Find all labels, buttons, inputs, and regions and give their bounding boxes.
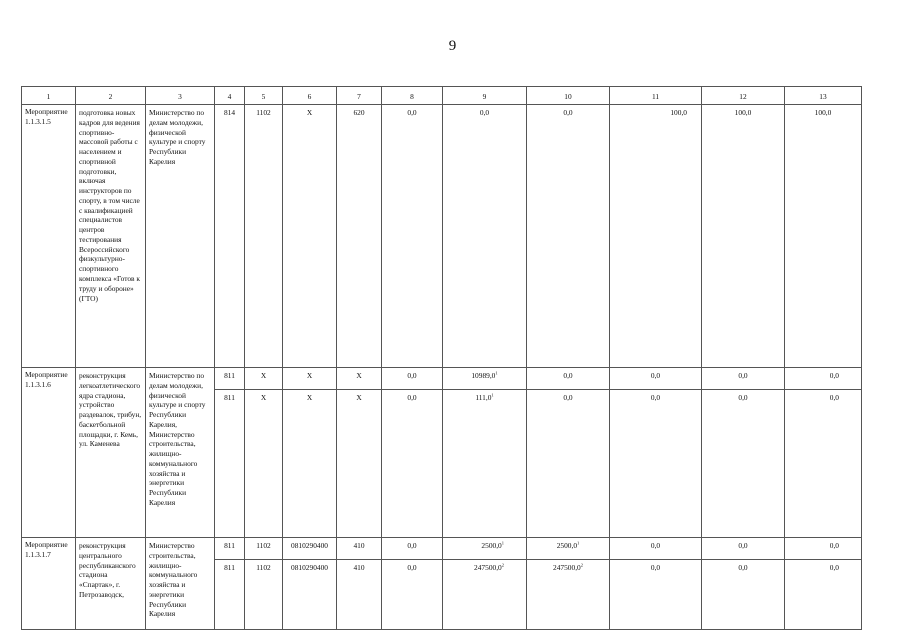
cell-c7: 410 <box>337 560 382 630</box>
cell-c10: 0,0 <box>527 105 610 368</box>
cell-c12: 0,0 <box>702 390 785 538</box>
measure-name: реконструкция центрального республиканского стадиона «Спартак», г. Петрозаводск, <box>76 538 146 630</box>
header-cell: 7 <box>337 87 382 105</box>
cell-c4: 811 <box>215 538 245 560</box>
cell-c5: 1102 <box>245 538 283 560</box>
cell-c11: 0,0 <box>610 390 702 538</box>
measure-code: Мероприятие 1.1.3.1.5 <box>22 105 76 368</box>
cell-c11: 100,0 <box>610 105 702 368</box>
cell-c12: 0,0 <box>702 368 785 390</box>
cell-c12: 0,0 <box>702 538 785 560</box>
cell-c6: X <box>283 390 337 538</box>
cell-c11: 0,0 <box>610 560 702 630</box>
cell-c8: 0,0 <box>382 105 443 368</box>
header-cell: 3 <box>146 87 215 105</box>
cell-c10: 0,0 <box>527 390 610 538</box>
measure-name: подготовка новых кадров для ведения спортивно-массовой работы с населением и спортивной подготовки, включая инструкторов по спорту, в том числе с квалификацией специалистов центров тестирования Всероссийского физкультурно-спортивного комплекса «Готов к труду и обороне» (ГТО) <box>76 105 146 368</box>
header-cell: 5 <box>245 87 283 105</box>
measure-code: Мероприятие 1.1.3.1.7 <box>22 538 76 630</box>
cell-c7: 410 <box>337 538 382 560</box>
header-cell: 4 <box>215 87 245 105</box>
cell-c10: 247500,0$^2$ <box>527 560 610 630</box>
table-row <box>22 538 862 560</box>
cell-c8: 0,0 <box>382 560 443 630</box>
cell-c7: X <box>337 390 382 538</box>
cell-c4: 811 <box>215 390 245 538</box>
cell-c4: 811 <box>215 368 245 390</box>
cell-c5: X <box>245 368 283 390</box>
measure-executor: Министерство строительства, жилищно-коммунального хозяйства и энергетики Республики Карелия <box>146 538 215 630</box>
cell-c13: 0,0 <box>785 368 862 390</box>
cell-c6: 0810290400 <box>283 538 337 560</box>
cell-c5: 1102 <box>245 105 283 368</box>
cell-c13: 0,0 <box>785 560 862 630</box>
cell-c13: 0,0 <box>785 390 862 538</box>
header-cell: 11 <box>610 87 702 105</box>
cell-c7: 620 <box>337 105 382 368</box>
cell-c7: X <box>337 368 382 390</box>
cell-c10: 0,0 <box>527 368 610 390</box>
cell-c6: X <box>283 105 337 368</box>
cell-c8: 0,0 <box>382 390 443 538</box>
cell-c13: 0,0 <box>785 538 862 560</box>
measure-executor: Министерство по делам молодежи, физической культуре и спорту Республики Карелия <box>146 105 215 368</box>
cell-c11: 0,0 <box>610 538 702 560</box>
measure-executor: Министерство по делам молодежи, физической культуре и спорту Республики Карелия, Министерство строительства, жилищно-коммунального хозяйства и энергетики Республики Карелия <box>146 368 215 538</box>
measure-name: реконструкция легкоатлетического ядра стадиона, устройство раздевалок, трибун, баскетбольной площадки, г. Кемь, ул. Каменева <box>76 368 146 538</box>
cell-c9: 247500,0$^2$ <box>443 560 527 630</box>
cell-c6: X <box>283 368 337 390</box>
header-cell: 13 <box>785 87 862 105</box>
cell-c13: 100,0 <box>785 105 862 368</box>
cell-c12: 100,0 <box>702 105 785 368</box>
table-row <box>22 105 862 368</box>
cell-c9: 111,0$^1$ <box>443 390 527 538</box>
cell-c12: 0,0 <box>702 560 785 630</box>
cell-c5: X <box>245 390 283 538</box>
header-cell: 8 <box>382 87 443 105</box>
table-row <box>22 368 862 390</box>
cell-c9: 0,0 <box>443 105 527 368</box>
cell-c6: 0810290400 <box>283 560 337 630</box>
budget-table <box>21 86 862 630</box>
header-cell: 10 <box>527 87 610 105</box>
cell-c11: 0,0 <box>610 368 702 390</box>
measure-code: Мероприятие 1.1.3.1.6 <box>22 368 76 538</box>
header-cell: 2 <box>76 87 146 105</box>
header-cell: 6 <box>283 87 337 105</box>
cell-c10: 2500,0$^1$ <box>527 538 610 560</box>
header-row <box>22 87 862 105</box>
cell-c4: 814 <box>215 105 245 368</box>
header-cell: 9 <box>443 87 527 105</box>
page-number: 9 <box>448 38 457 54</box>
cell-c8: 0,0 <box>382 368 443 390</box>
cell-c9: 10989,0$^1$ <box>443 368 527 390</box>
cell-c9: 2500,0$^1$ <box>443 538 527 560</box>
header-cell: 1 <box>22 87 76 105</box>
cell-c5: 1102 <box>245 560 283 630</box>
header-cell: 12 <box>702 87 785 105</box>
cell-c4: 811 <box>215 560 245 630</box>
cell-c8: 0,0 <box>382 538 443 560</box>
